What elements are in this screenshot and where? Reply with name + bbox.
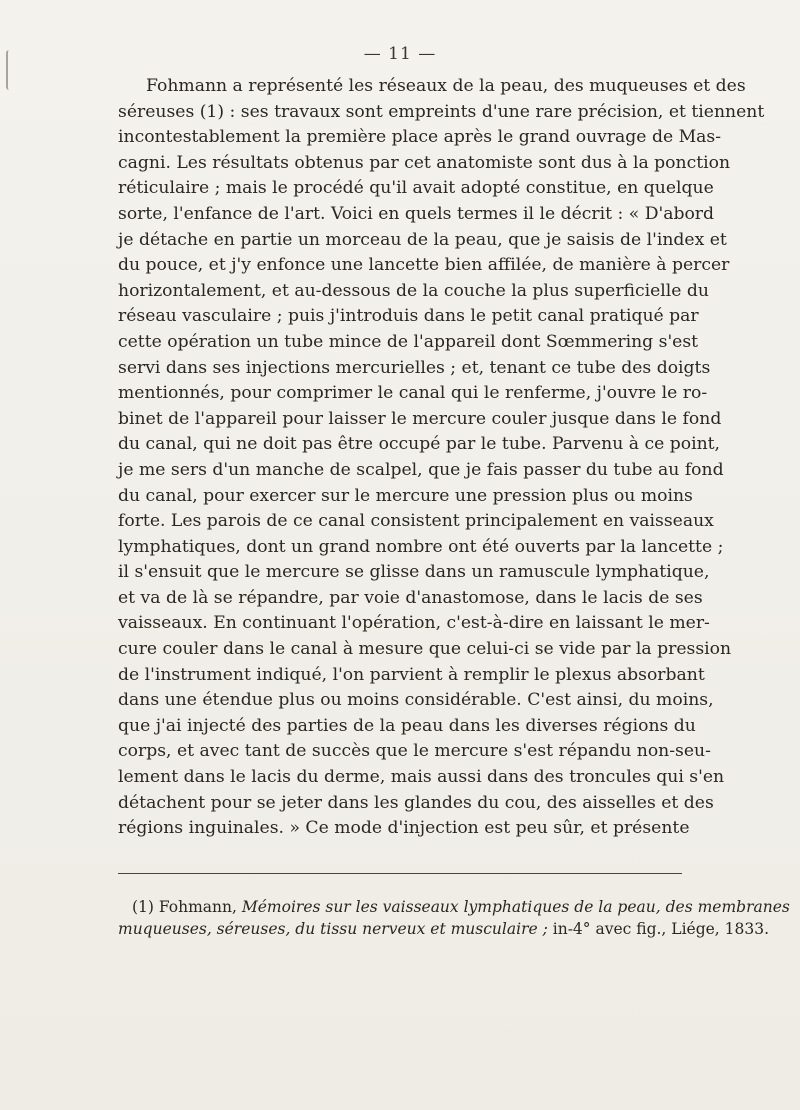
text-line: cette opération un tube mince de l'appareil dont Sœmmering s'est [118,331,699,352]
text-line: dans une étendue plus ou moins considérable. C'est ainsi, du moins, [118,690,714,711]
text-line: réticulaire ; mais le procédé qu'il avait adopté constitue, en quelque [118,178,714,199]
text-line: cagni. Les résultats obtenus par cet anatomiste sont dus à la ponction [118,152,731,173]
footnote-title-part2: muqueuses, séreuses, du tissu nerveux et musculaire ; [118,920,548,938]
text-line: horizontalement, et au-dessous de la couche la plus superficielle du [118,280,709,301]
footnote-separator [118,873,682,874]
text-line: du canal, pour exercer sur le mercure une pression plus ou moins [118,485,693,506]
footnote-line-2 [118,918,770,940]
text-line: cure couler dans le canal à mesure que celui-ci se vide par la pression [118,639,732,660]
text-line: forte. Les parois de ce canal consistent principalement en vaisseaux [118,511,714,532]
text-line: servi dans ses injections mercurielles ; et, tenant ce tube des doigts [118,357,711,378]
text-line: mentionnés, pour comprimer le canal qui le renferme, j'ouvre le ro- [118,383,708,404]
footnote-title-part1: Mémoires sur les vaisseaux lymphatiques de la peau, des membranes [241,898,790,916]
text-line: je me sers d'un manche de scalpel, que je fais passer du tube au fond [118,459,724,480]
text-line: Fohmann a représenté les réseaux de la peau, des muqueuses et des [146,76,746,96]
text-line: lymphatiques, dont un grand nombre ont été ouverts par la lancette ; [118,536,724,557]
footnote-line-1 [118,896,790,918]
main-text [118,74,765,842]
text-line: il s'ensuit que le mercure se glisse dans un ramuscule lymphatique, [118,562,710,583]
text-line: réseau vasculaire ; puis j'introduis dans le petit canal pratiqué par [118,306,699,327]
text-line: que j'ai injecté des parties de la peau dans les diverses régions du [118,715,696,736]
text-line: vaisseaux. En continuant l'opération, c'est-à-dire en laissant le mer- [118,613,710,634]
footnote [118,896,790,940]
text-line: lement dans le lacis du derme, mais aussi dans des troncules qui s'en [118,767,725,788]
text-line: et va de là se répandre, par voie d'anastomose, dans le lacis de ses [118,587,703,608]
text-line: du canal, qui ne doit pas être occupé par le tube. Parvenu à ce point, [118,434,721,455]
page-number: — 11 — [363,44,437,64]
text-line: incontestablement la première place après le grand ouvrage de Mas- [118,127,722,148]
text-line: du pouce, et j'y enfonce une lancette bien affilée, de manière à percer [118,255,730,276]
text-line: régions inguinales. » Ce mode d'injection est peu sûr, et présente [118,818,690,839]
text-line: corps, et avec tant de succès que le mercure s'est répandu non-seu- [118,741,711,762]
text-line: détachent pour se jeter dans les glandes du cou, des aisselles et des [118,792,714,813]
text-line: binet de l'appareil pour laisser le mercure couler jusque dans le fond [118,408,722,429]
text-line: je détache en partie un morceau de la peau, que je saisis de l'index et [118,229,727,250]
footnote-details: in-4° avec fig., Liége, 1833. [552,920,770,938]
text-line: séreuses (1) : ses travaux sont empreints d'une rare précision, et tiennent [118,101,765,122]
text-line: sorte, l'enfance de l'art. Voici en quels termes il le décrit : « D'abord [118,203,715,224]
text-line: de l'instrument indiqué, l'on parvient à remplir le plexus absorbant [118,664,705,685]
footnote-marker: (1) Fohmann, [132,898,237,916]
